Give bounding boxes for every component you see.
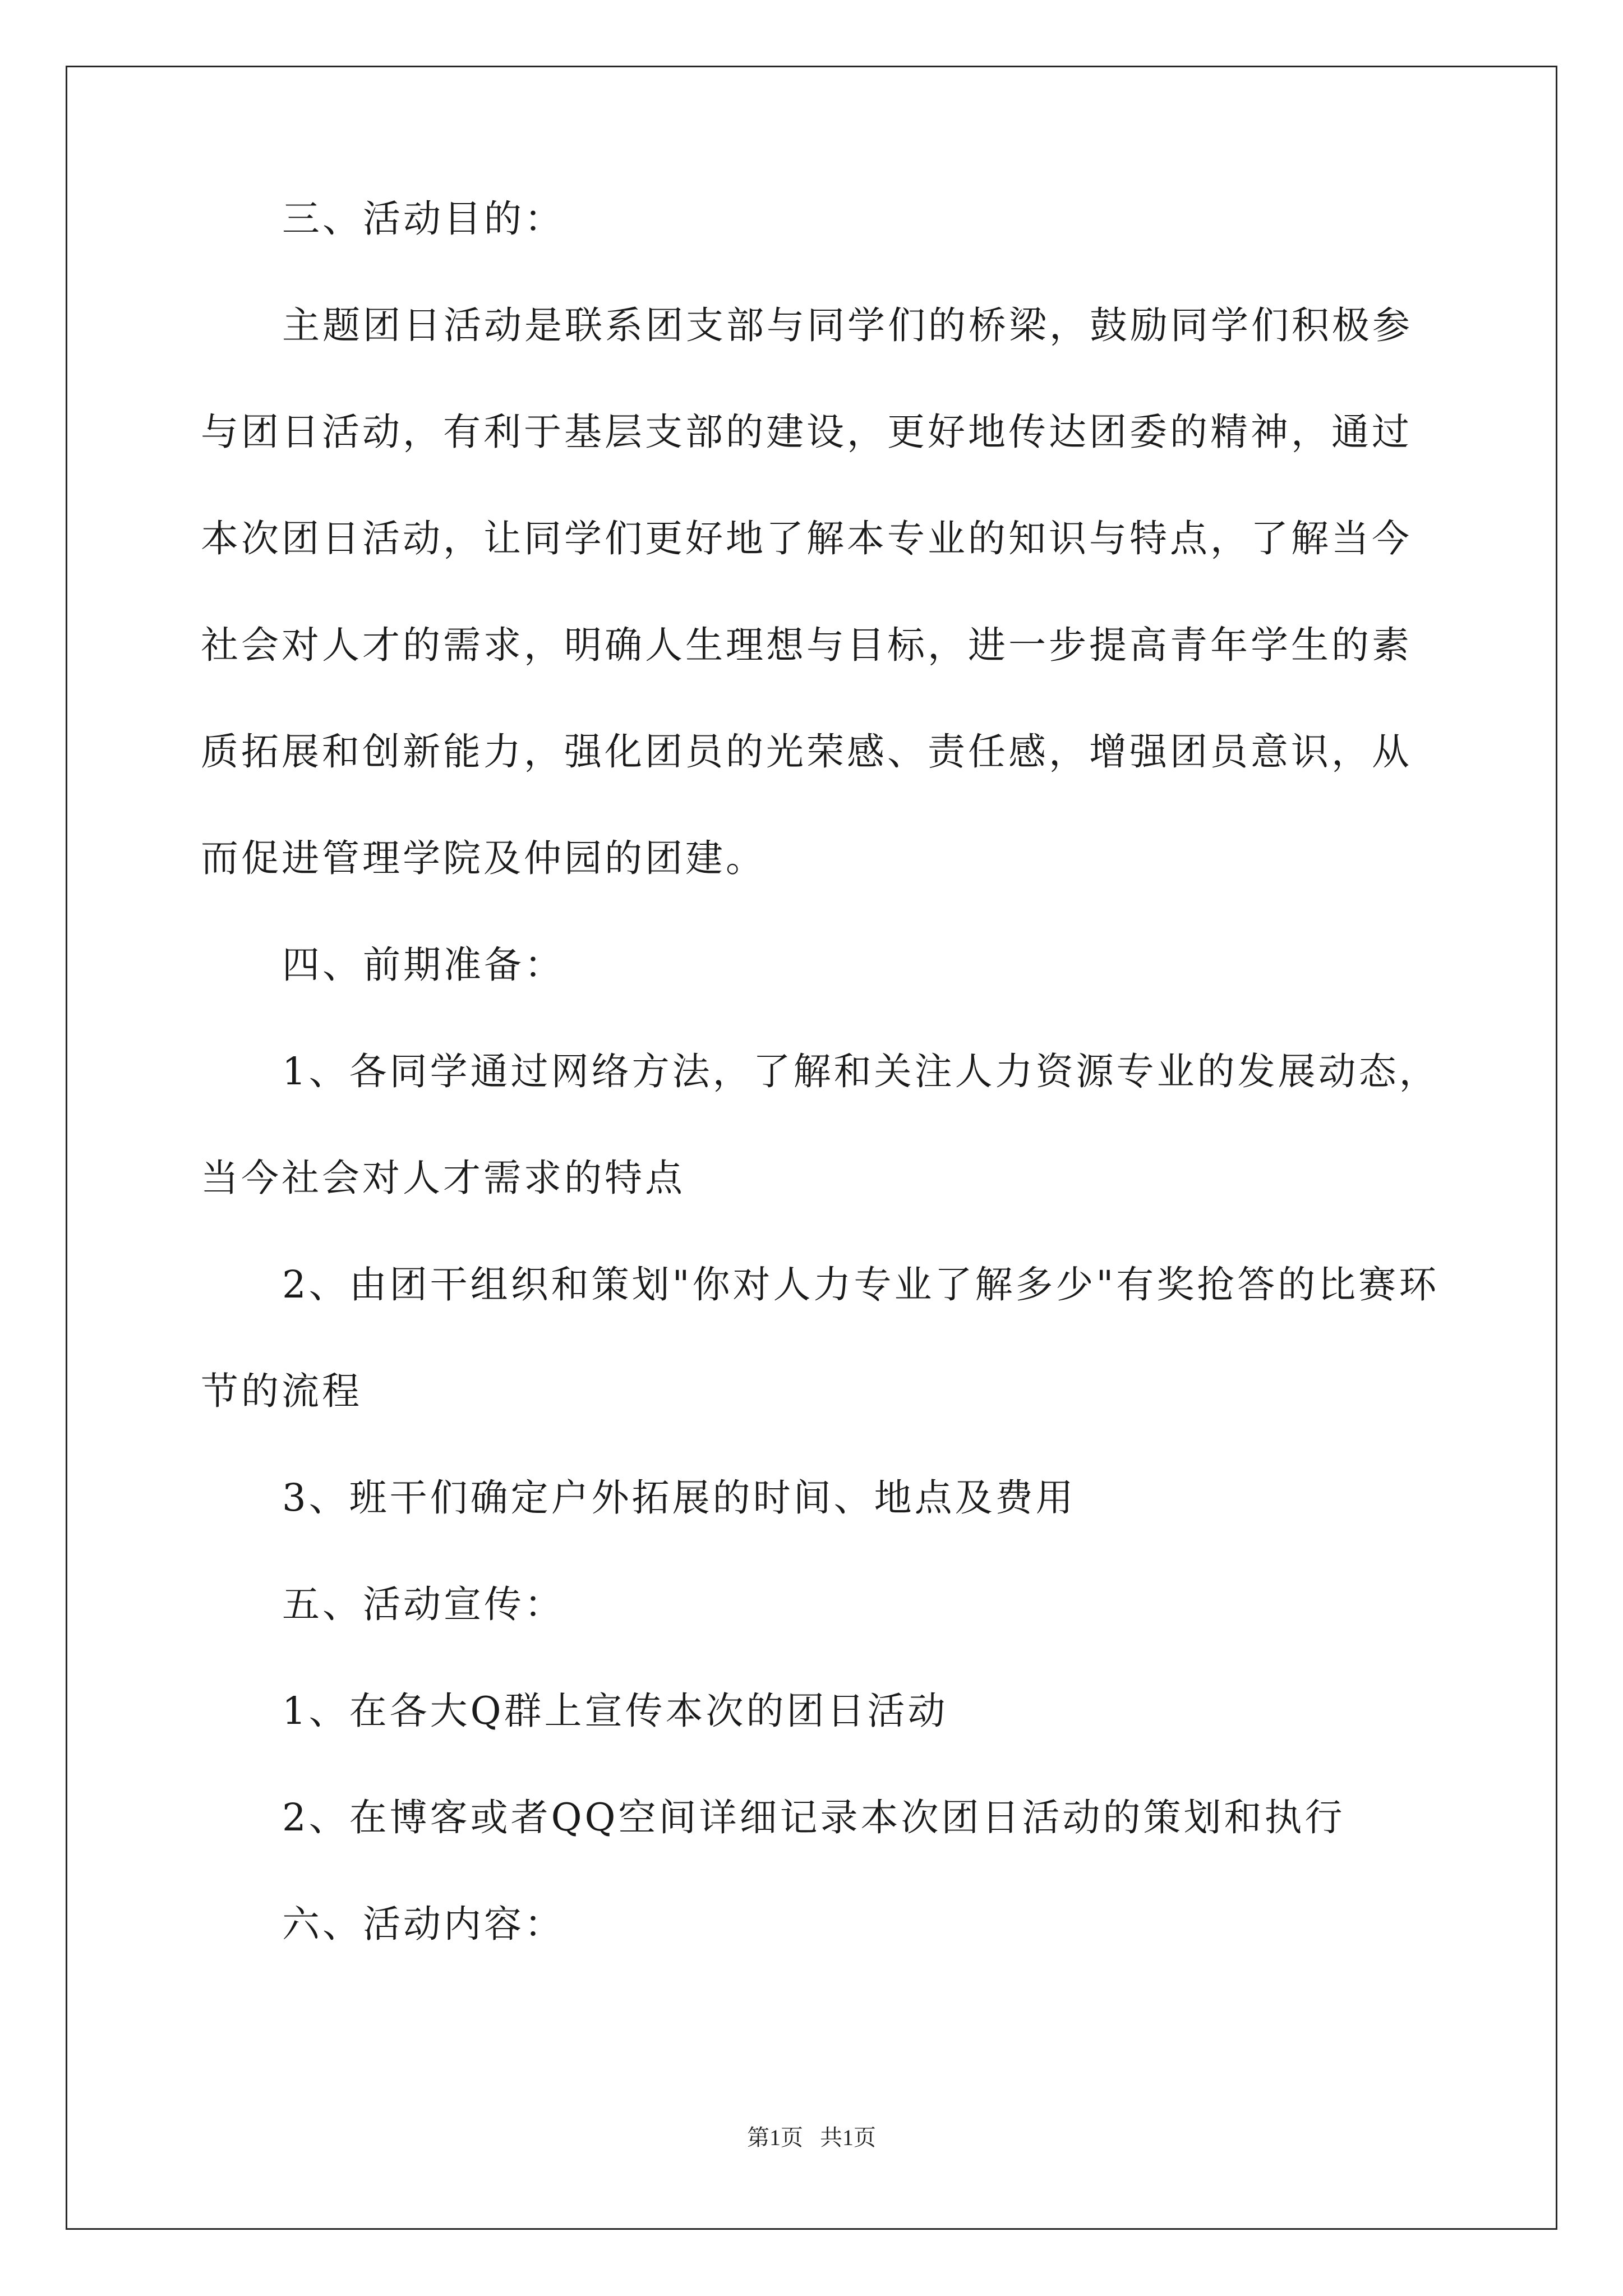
section-heading-preparation: 四、前期准备：: [282, 943, 565, 987]
section-heading-promotion: 五、活动宣传：: [282, 1582, 565, 1626]
list-item-line: 当今社会对人才需求的特点: [201, 1156, 685, 1200]
paragraph-line: 质拓展和创新能力，强化团员的光荣感、责任感，增强团员意识，从: [201, 730, 1412, 774]
list-item-line: 2、由团干组织和策划"你对人力专业了解多少"有奖抢答的比赛环: [282, 1263, 1440, 1306]
list-item-line: 节的流程: [201, 1369, 362, 1413]
paragraph-line: 而促进管理学院及仲园的团建。: [201, 836, 766, 880]
paragraph-line: 社会对人才的需求，明确人生理想与目标，进一步提高青年学生的素: [201, 623, 1412, 667]
page-footer: 第1页 共1页: [747, 2125, 876, 2150]
list-item-line: 1、在各大Q群上宣传本次的团日活动: [282, 1689, 948, 1733]
list-item-line: 3、班干们确定户外拓展的时间、地点及费用: [282, 1476, 1076, 1520]
paragraph-line: 本次团日活动，让同学们更好地了解本专业的知识与特点，了解当今: [201, 517, 1412, 560]
paragraph-line: 与团日活动，有利于基层支部的建设，更好地传达团委的精神，通过: [201, 410, 1412, 454]
section-heading-content: 六、活动内容：: [282, 1902, 565, 1946]
list-item-line: 1、各同学通过网络方法，了解和关注人力资源专业的发展动态，: [282, 1050, 1440, 1093]
list-item-line: 2、在博客或者QQ空间详细记录本次团日活动的策划和执行: [282, 1796, 1345, 1839]
section-heading-purpose: 三、活动目的：: [282, 197, 565, 241]
paragraph-line: 主题团日活动是联系团支部与同学们的桥梁，鼓励同学们积极参: [282, 303, 1413, 347]
